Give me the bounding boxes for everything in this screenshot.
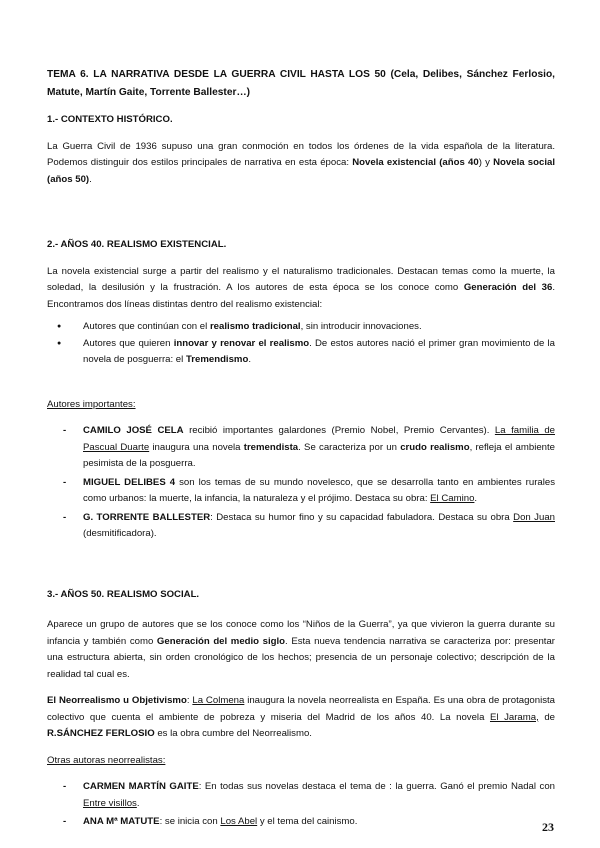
list-item: - CARMEN MARTÍN GAITE: En todas sus novelas destaca el tema de : la guerra. Ganó el premio Nadal con Entre visillos.: [47, 779, 555, 812]
list-item: - CAMILO JOSÉ CELA recibió importantes galardones (Premio Nobel, Premio Cervantes). La familia de Pascual Duarte inaugura una novela tremendista. Se caracteriza por un crudo realismo, refleja el ambiente pesimista de la posguerra.: [47, 423, 555, 473]
section-2-paragraph: La novela existencial surge a partir del realismo y el naturalismo tradicionales. Destacan temas como la muerte, la soledad, la desilusión y la frustración. A los autores de esta época se los conoce como Generación del 36. Encontramos dos líneas distintas dentro del realismo existencial:: [47, 265, 556, 310]
section-2-heading: 2.- AÑOS 40. REALISMO EXISTENCIAL.: [47, 239, 227, 250]
section-1-paragraph: La Guerra Civil de 1936 supuso una gran conmoción en todos los órdenes de la vida española de la literatura. Podemos distinguir dos estilos principales de narrativa en esta época: Novela existencial (años 40) y Novela social (años 50).: [47, 140, 556, 185]
section-3-paragraph-1: Aparece un grupo de autores que se los conoce como los “Niños de la Guerra”, ya que vivieron la guerra durante su infancia y también como Generación del medio siglo. Esta nueva tendencia narrativa se caracteriza por: presentar una estructura abierta, sin orden cronológico de los hechos; presencia de un personaje colectivo; descripción de la realidad tal cual es.: [47, 619, 556, 680]
other-authors-heading: Otras autoras neorrealistas:: [47, 754, 166, 766]
section-3-heading: 3.- AÑOS 50. REALISMO SOCIAL.: [47, 588, 200, 600]
list-item: ● Autores que continúan con el realismo tradicional, sin introducir innovaciones.: [47, 319, 555, 336]
other-authors-list: [47, 779, 555, 831]
list-item: ● Autores que quieren innovar y renovar el realismo. De estos autores nació el primer gran movimiento de la novela de posguerra: el Tremendismo.: [47, 336, 555, 369]
existential-lines-list: [47, 319, 555, 369]
authors-heading: Autores importantes:: [47, 398, 136, 410]
page-number: 23: [542, 820, 554, 834]
list-item: - G. TORRENTE BALLESTER: Destaca su humor fino y su capacidad fabuladora. Destaca su obra Don Juan (desmitificadora).: [47, 510, 555, 543]
section-1-heading: 1.- CONTEXTO HISTÓRICO.: [47, 114, 173, 125]
list-item: - MIGUEL DELIBES 4 son los temas de su mundo novelesco, que se desarrolla tanto en ambientes rurales como urbanos: la muerte, la infancia, la naturaleza y el prójimo. Destaca su obra: El Camino.: [47, 475, 555, 508]
page-title: TEMA 6. LA NARRATIVA DESDE LA GUERRA CIVIL HASTA LOS 50 (Cela, Delibes, Sánchez Ferlosio, Matute, Martín Gaite, Torrente Ballester…): [47, 69, 555, 98]
section-3-paragraph-2: El Neorrealismo u Objetivismo: La Colmena inaugura la novela neorrealista en España. Es una obra de protagonista colectivo que cuenta el ambiente de pobreza y miseria del Madrid de los años 40. La novela El Jarama, de R.SÁNCHEZ FERLOSIO es la obra cumbre del Neorrealismo.: [47, 695, 556, 739]
authors-list: [47, 423, 555, 543]
document-page: [47, 66, 555, 831]
list-item: - ANA Mª MATUTE: se inicia con Los Abel y el tema del cainismo.: [47, 814, 555, 831]
